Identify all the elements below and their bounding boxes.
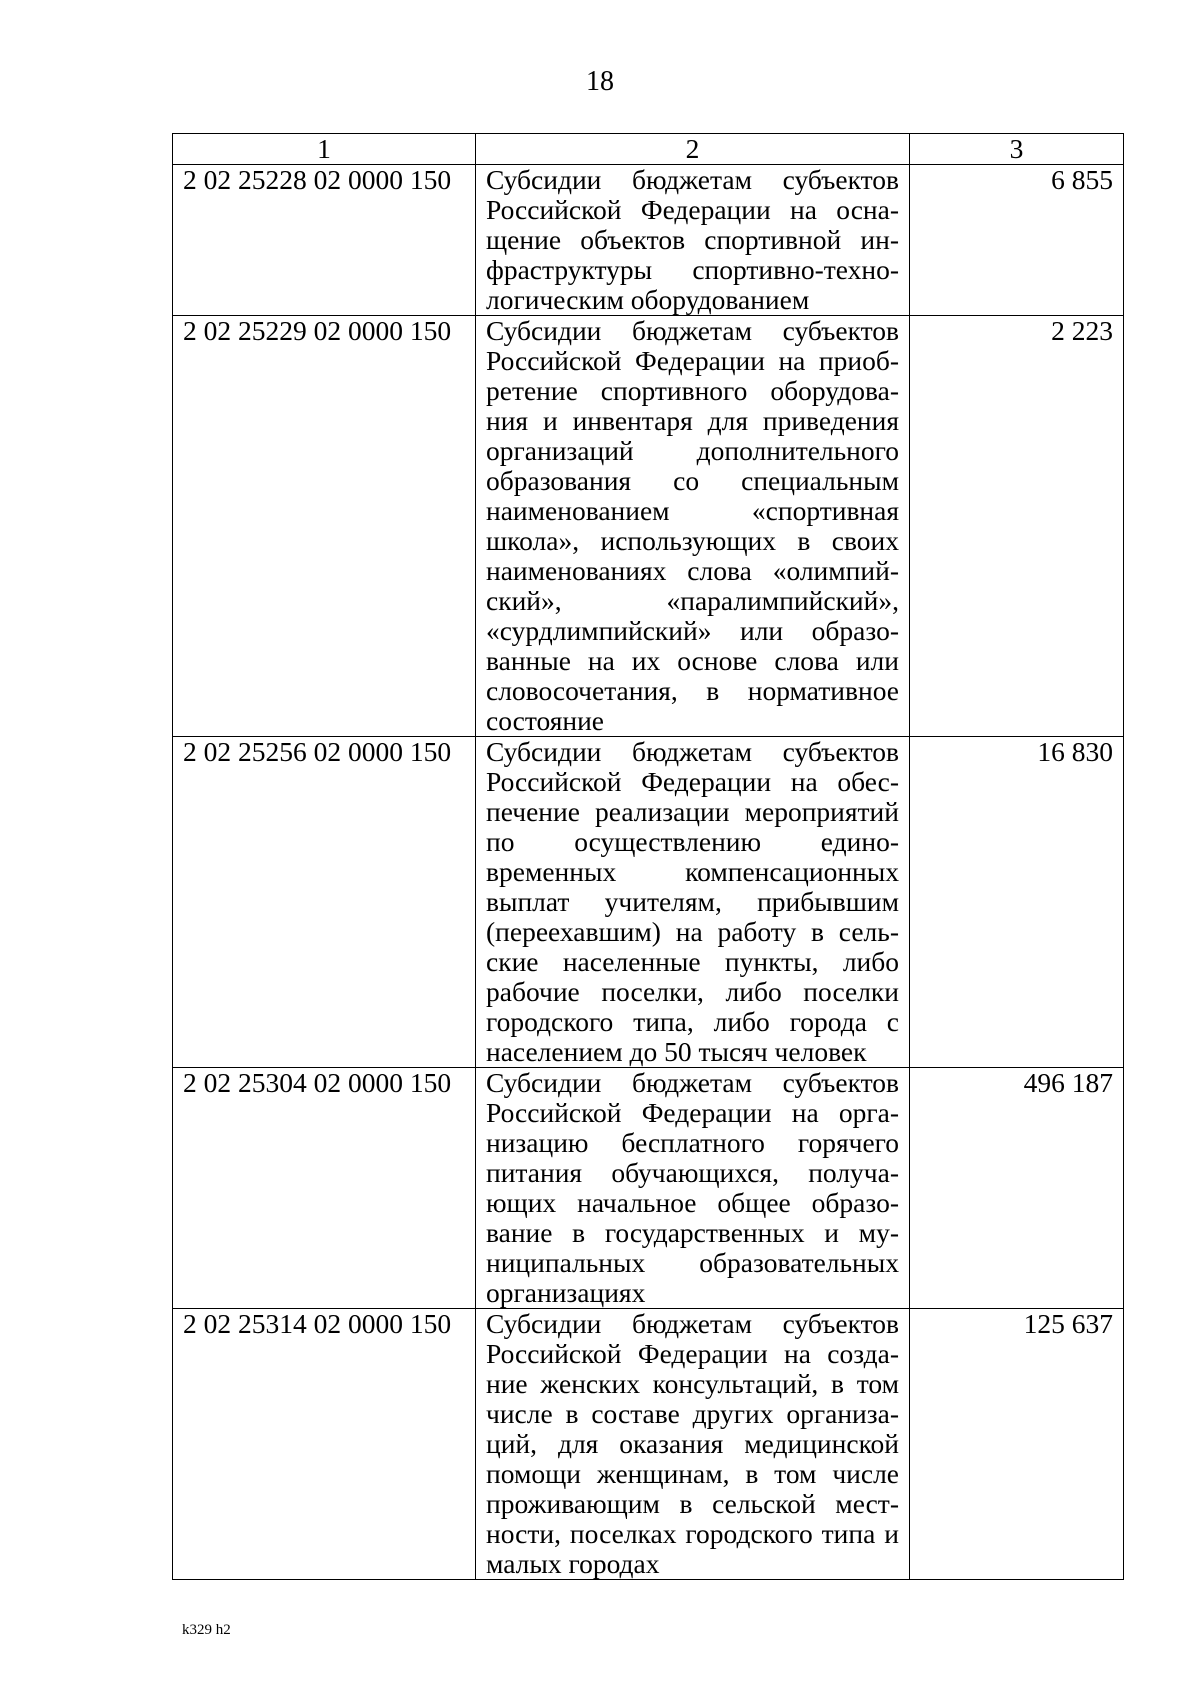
row-amount: 125 637 [910,1309,1124,1580]
row-description: Субсидии бюджетам субъектов Российской Федерации на приобретение спортивного оборудования и инвентаря для приведения организаций дополнительного образования со специальным наименованием «спортивная школа», использующих в своих наименованиях слова «олимпийский», «паралимпийский», «сурдлимпийский» или образованные на их основе слова или словосочетания, в нормативное состояние [476,316,910,737]
row-code: 2 02 25304 02 0000 150 [173,1068,476,1309]
row-code: 2 02 25314 02 0000 150 [173,1309,476,1580]
table-row [173,165,1124,316]
table-body [173,165,1124,1580]
row-amount: 16 830 [910,737,1124,1068]
row-description: Субсидии бюджетам субъектов Российской Федерации на создание женских консультаций, в том числе в составе других организаций, для оказания медицинской помощи женщинам, в том числе проживающим в сельской местности, поселках городского типа и малых городах [476,1309,910,1580]
row-description: Субсидии бюджетам субъектов Российской Федерации на оснащение объектов спортивной инфраструктуры спортивно-технологическим оборудованием [476,165,910,316]
document-footer-code: k329 h2 [182,1622,231,1638]
column-header-2: 2 [476,134,910,165]
table-row [173,316,1124,737]
header-row [173,134,1124,165]
row-code: 2 02 25228 02 0000 150 [173,165,476,316]
page-number: 18 [586,66,614,97]
row-code: 2 02 25229 02 0000 150 [173,316,476,737]
column-header-3: 3 [910,134,1124,165]
table-row [173,737,1124,1068]
row-code: 2 02 25256 02 0000 150 [173,737,476,1068]
row-amount: 2 223 [910,316,1124,737]
column-header-1: 1 [173,134,476,165]
row-description: Субсидии бюджетам субъектов Российской Федерации на организацию бесплатного горячего питания обучающихся, получающих начальное общее образование в государственных и муниципальных образовательных организациях [476,1068,910,1309]
row-description: Субсидии бюджетам субъектов Российской Федерации на обеспечение реализации мероприятий по осуществлению единовременных компенсационных выплат учителям, прибывшим (переехавшим) на работу в сельские населенные пункты, либо рабочие поселки, либо поселки городского типа, либо города с населением до 50 тысяч человек [476,737,910,1068]
row-amount: 496 187 [910,1068,1124,1309]
table-row [173,1068,1124,1309]
table-header [173,134,1124,165]
table-row [173,1309,1124,1580]
budget-table [172,133,1124,1580]
row-amount: 6 855 [910,165,1124,316]
